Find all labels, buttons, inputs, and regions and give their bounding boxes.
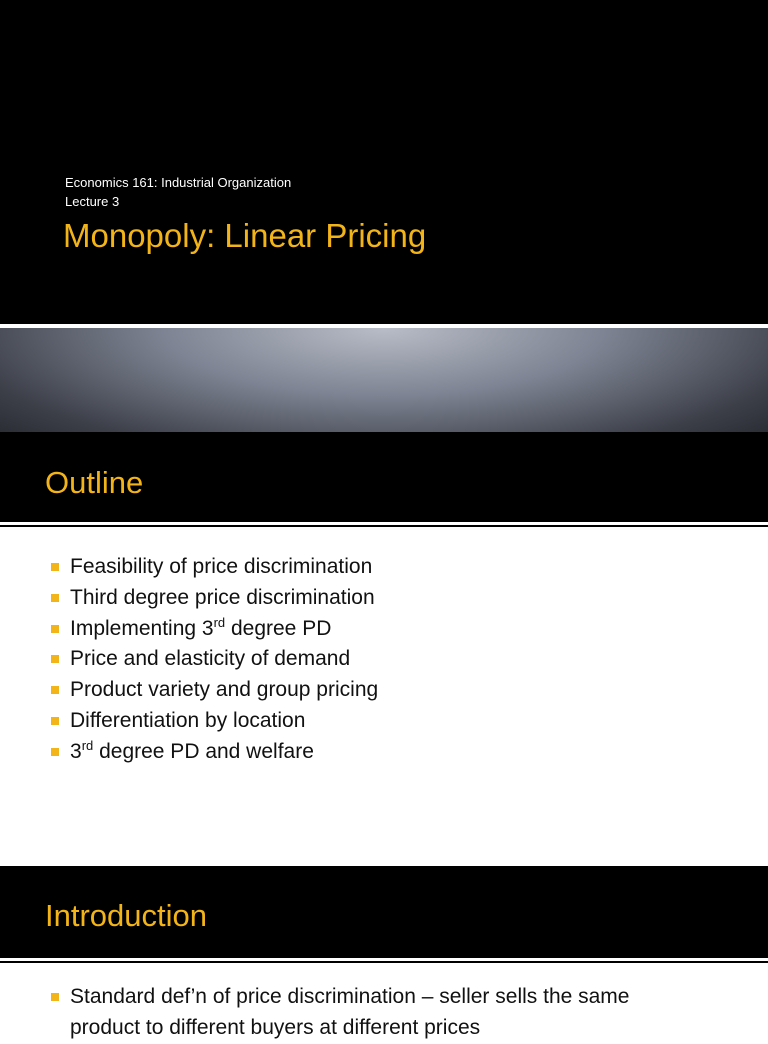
list-item: Third degree price discrimination — [48, 583, 378, 614]
list-item: 3rd degree PD and welfare — [48, 737, 378, 768]
square-bullet-icon — [51, 993, 59, 1001]
square-bullet-icon — [51, 563, 59, 571]
outline-list — [48, 552, 378, 768]
outline-divider — [0, 525, 768, 527]
list-item: Product variety and group pricing — [48, 675, 378, 706]
introduction-divider — [0, 961, 768, 963]
list-item: Differentiation by location — [48, 706, 378, 737]
introduction-title: Introduction — [45, 898, 207, 933]
list-item: Price and elasticity of demand — [48, 644, 378, 675]
square-bullet-icon — [51, 717, 59, 725]
square-bullet-icon — [51, 625, 59, 633]
introduction-list — [48, 982, 629, 1044]
lecture-number: Lecture 3 — [65, 194, 120, 209]
list-item: Implementing 3rd degree PD — [48, 614, 378, 645]
square-bullet-icon — [51, 655, 59, 663]
course-name: Economics 161: Industrial Organization — [65, 175, 292, 190]
title-slide — [0, 0, 768, 324]
list-item: Feasibility of price discrimination — [48, 552, 378, 583]
outline-title: Outline — [45, 465, 144, 500]
list-item: product to different buyers at different prices — [70, 1015, 481, 1039]
square-bullet-icon — [51, 686, 59, 694]
square-bullet-icon — [51, 594, 59, 602]
slide-title: Monopoly: Linear Pricing — [63, 217, 427, 254]
list-item: Standard def’n of price discrimination – seller sells the same — [48, 982, 629, 1013]
slide-subtitle — [65, 173, 291, 211]
gradient-band — [0, 328, 768, 432]
square-bullet-icon — [51, 748, 59, 756]
